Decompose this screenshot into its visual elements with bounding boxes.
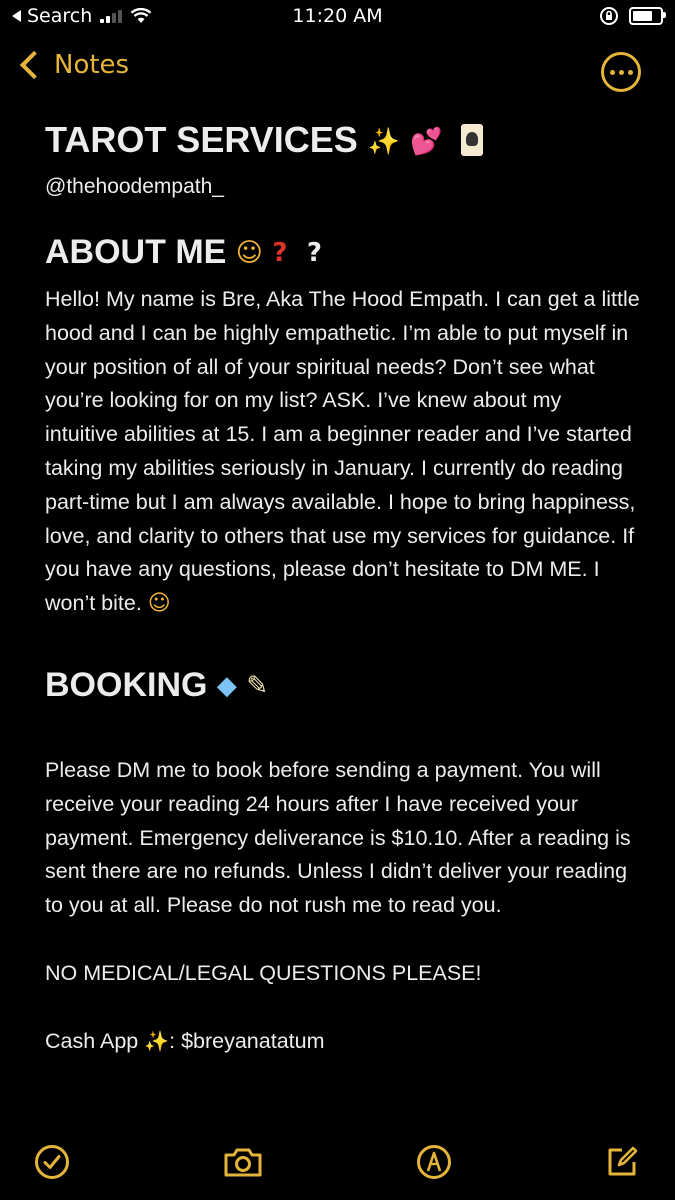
about-paragraph (45, 283, 640, 621)
smiling-face-hearts-icon: ☺ (147, 591, 171, 617)
compose-icon[interactable] (604, 1144, 640, 1180)
checklist-icon[interactable] (34, 1144, 70, 1180)
more-options-button[interactable] (601, 52, 641, 92)
booking-heading-line (45, 655, 640, 716)
cash-app-label: Cash App (45, 1028, 139, 1053)
dot (610, 70, 615, 75)
dot (619, 70, 624, 75)
cash-app-value: : $breyanatatum (169, 1028, 325, 1053)
booking-paragraph: Please DM me to book before sending a payment. You will receive your reading 24 hours after I have received your payment. Emergency deliverance is $10.10. After a reading is sent there are no refunds. Unless I didn’t deliver your reading to you at all. Please do not rush me to read you. (45, 757, 631, 918)
back-app-label: Search (27, 5, 93, 27)
status-bar (0, 0, 675, 36)
dot (628, 70, 633, 75)
notes-back-label: Notes (54, 50, 130, 80)
bottom-toolbar (0, 1140, 675, 1190)
note-title: TAROT SERVICES (45, 119, 358, 160)
sparkles-icon: ✨ (367, 127, 401, 157)
battery-icon (629, 7, 663, 25)
chevron-left-icon (20, 51, 48, 79)
about-text: Hello! My name is Bre, Aka The Hood Empath. I can get a little hood and I can be highly empathetic. I’m able to put myself in your position of all of your spiritual needs? Don’t see what you’re looking for on my list? ASK. I’ve knew about my intuitive abilities at 15. I am a beginner reader and I’ve started taking my abilities seriously in January. I currently do reading part-time but I am always available. I hope to bring happiness, love, and clarity to others that use my services for guidance. If you have any questions, please don’t hesitate to DM ME. I won’t bite. (45, 287, 640, 616)
red-question-mark-icon: ? (272, 238, 288, 268)
camera-icon[interactable] (222, 1144, 264, 1180)
cash-app-line (45, 1025, 640, 1059)
social-handle: @thehoodempath_ (45, 175, 224, 198)
memo-icon: ✎ (246, 670, 269, 701)
notice-line: NO MEDICAL/LEGAL QUESTIONS PLEASE! (45, 960, 482, 985)
about-heading-line (45, 222, 640, 283)
smiling-face-hearts-icon: ☺ (235, 238, 263, 268)
two-hearts-icon: 💕 (410, 127, 443, 157)
note-body[interactable] (45, 112, 640, 1059)
gem-icon: ◆ (216, 670, 237, 701)
orientation-lock-icon (599, 6, 619, 26)
markup-icon[interactable] (416, 1144, 452, 1180)
about-heading: ABOUT ME (45, 233, 227, 271)
nav-bar (0, 44, 675, 94)
white-question-mark-icon: ? (306, 238, 322, 268)
sparkles-icon: ✨ (144, 1028, 170, 1053)
notes-back-button[interactable] (18, 50, 129, 80)
note-title-line (45, 112, 640, 170)
joker-card-icon (461, 124, 483, 156)
clock: 11:20 AM (292, 5, 383, 27)
battery-level (633, 11, 652, 21)
booking-heading: BOOKING (45, 665, 208, 704)
